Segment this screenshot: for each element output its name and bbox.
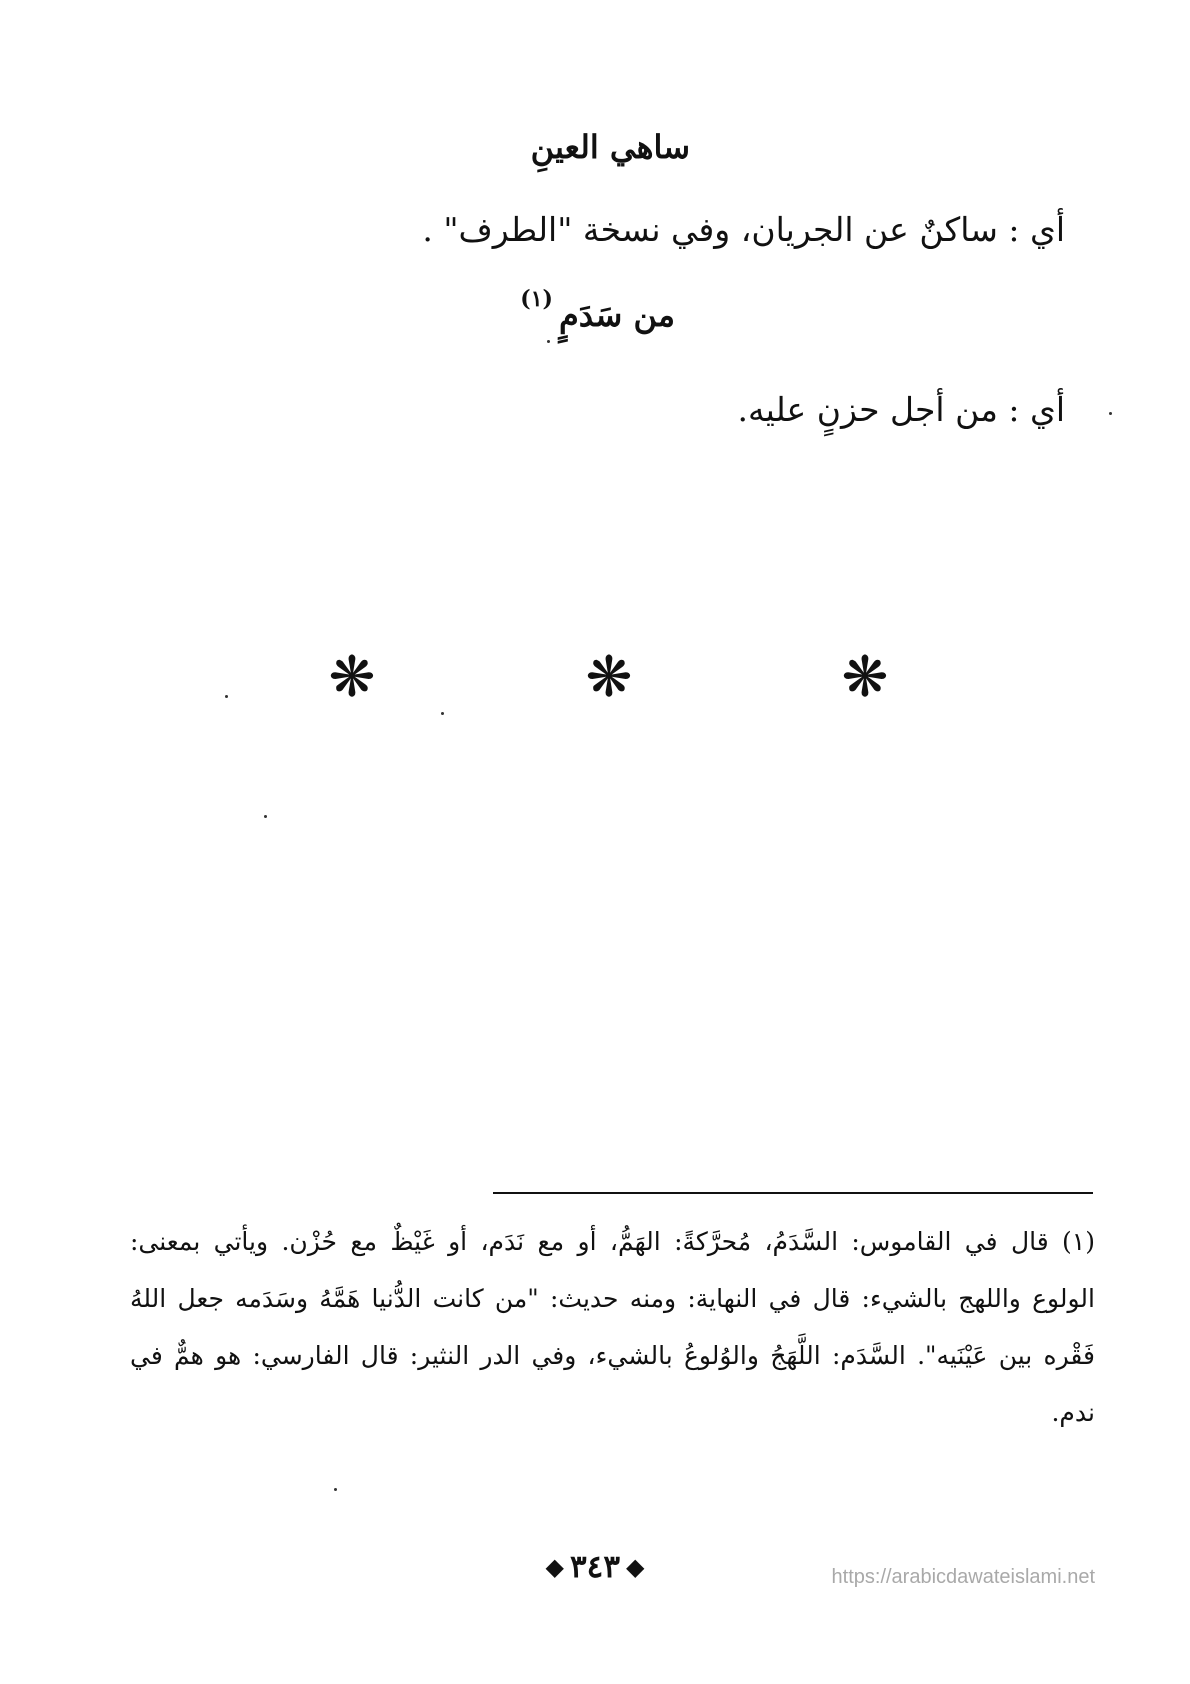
- website-watermark: https://arabicdawateislami.net: [831, 1566, 1095, 1588]
- scan-speck: [1109, 412, 1112, 415]
- section-ornaments: [0, 645, 1190, 710]
- commentary-line-1: أي : ساكنٌ عن الجريان، وفي نسخة "الطرف" .: [422, 210, 1065, 249]
- verse-heading-2: [520, 286, 675, 334]
- page-number-right-ornament: ◆: [625, 1552, 645, 1581]
- footnote-divider: [493, 1192, 1093, 1194]
- scan-speck: [264, 815, 267, 818]
- footnote-reference-1: (١): [520, 286, 553, 312]
- flower-ornament-icon: ❋: [328, 645, 376, 710]
- commentary-line-2: أي : من أجل حزنٍ عليه.: [737, 390, 1065, 429]
- footnote-block: [130, 1213, 1095, 1441]
- scan-speck: [547, 340, 550, 343]
- scan-speck: [225, 695, 228, 698]
- scan-speck: [334, 1488, 337, 1491]
- footnote-text: (١) قال في القاموس: السَّدَمُ، مُحرَّكةً: الهَمُّ، أو مع نَدَم، أو غَيْظٌ مع حُزْن. ويأتي بمعنى: الولوع واللهج بالشيء: قال في النهاية: ومنه حديث: "من كانت الدُّنيا هَمَّهُ وسَدَمه جعل اللهُ فَقْره بين عَيْنَيه". السَّدَم: اللَّهَجُ والوُلوعُ بالشيء، وفي الدر النثير: قال الفارسي: هو همٌّ في ندم.: [130, 1227, 1095, 1427]
- flower-ornament-icon: ❋: [841, 645, 889, 710]
- verse-heading-1: ساهي العينِ: [530, 128, 690, 166]
- page-number-left-ornament: ◆: [545, 1552, 565, 1581]
- scan-speck: [441, 712, 444, 715]
- flower-ornament-icon: ❋: [585, 645, 633, 710]
- verse-heading-2-text: من سَدَمٍ: [558, 296, 675, 334]
- page-number-text: ٣٤٣: [570, 1549, 620, 1585]
